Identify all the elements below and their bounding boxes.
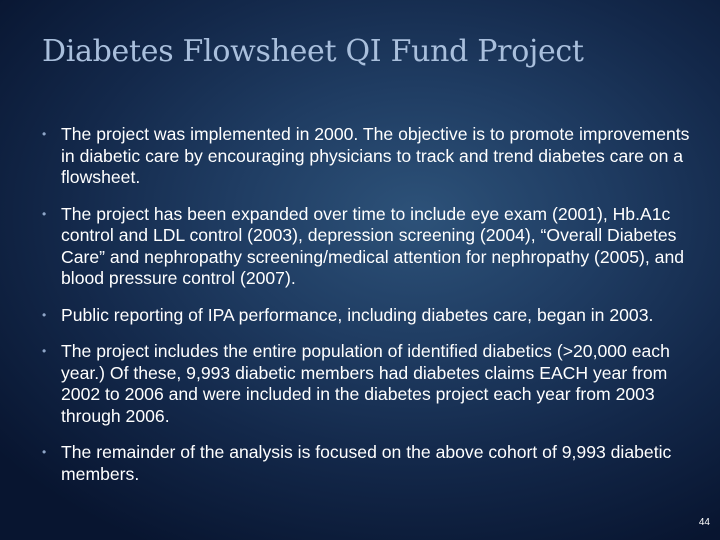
bullet-text: The project has been expanded over time to include eye exam (2001), Hb.A1c control and LDL control (2003), depression screening (2004), “Overall Diabetes Care” and nephropathy screening/medical attention for nephropathy (2005), and blood pressure control (2007). (61, 203, 685, 288)
bullet-icon: • (42, 445, 47, 459)
bullet-icon: • (42, 206, 47, 221)
bullet-item (38, 305, 703, 327)
page-number: 44 (698, 517, 710, 528)
bullet-icon: • (42, 344, 47, 358)
bullet-item (38, 124, 703, 189)
bullet-text: Public reporting of IPA performance, including diabetes care, began in 2003. (61, 304, 654, 325)
bullet-item (38, 442, 703, 485)
slide-title: Diabetes Flowsheet QI Fund Project (42, 34, 584, 69)
bullet-icon: • (42, 127, 47, 141)
bullet-item (38, 204, 703, 290)
bullet-icon: • (42, 307, 47, 322)
bullet-text: The remainder of the analysis is focused on the above cohort of 9,993 diabetic members. (61, 442, 672, 484)
bullet-list (38, 124, 703, 500)
bullet-text: The project was implemented in 2000. The objective is to promote improvements in diabetic care by encouraging physicians to track and trend diabetes care on a flowsheet. (61, 124, 690, 187)
bullet-text: The project includes the entire population of identified diabetics (>20,000 each year.) Of these, 9,993 diabetic members had diabetes claims EACH year from 2002 to 2006 and were included in the diabetes project each year from 2003 through 2006. (61, 341, 670, 426)
bullet-item (38, 341, 703, 427)
